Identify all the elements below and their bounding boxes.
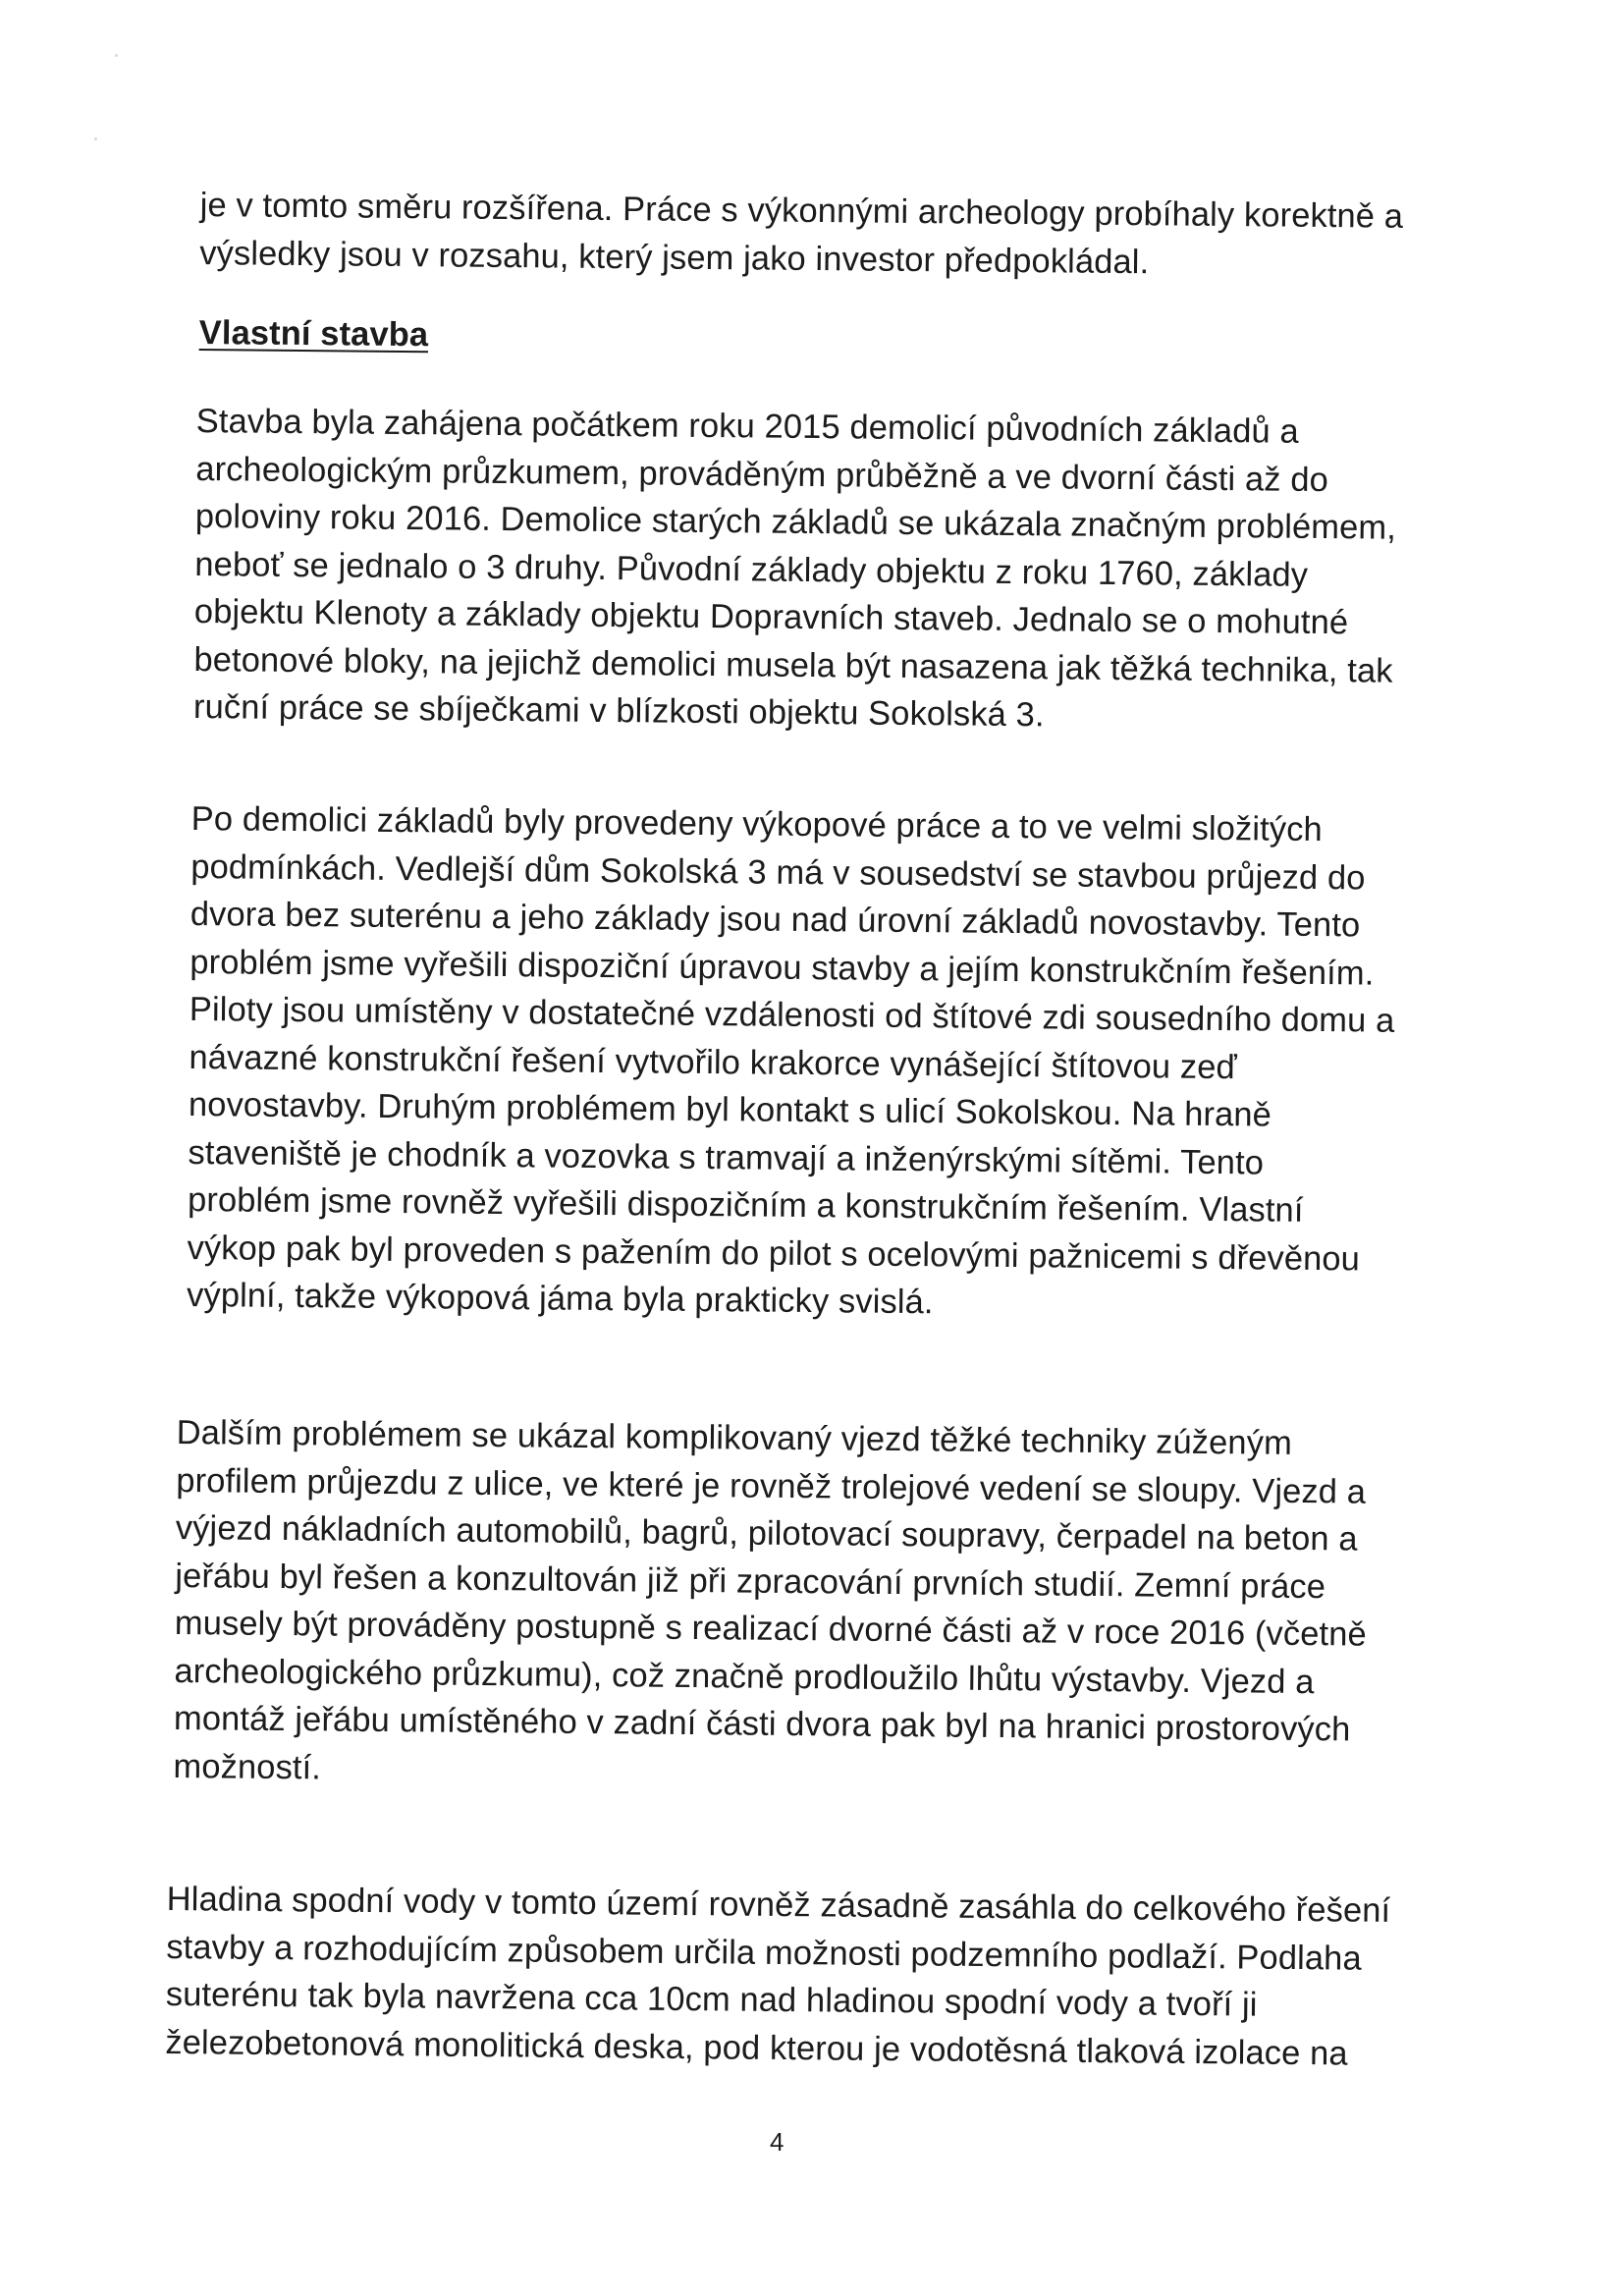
text-line: archeologického průzkumu), což značně prodloužilo lhůtu výstavby. Vjezd a xyxy=(174,1652,1315,1701)
text-line: jeřábu byl řešen a konzultován již při zpracování prvních studií. Zemní práce xyxy=(175,1557,1326,1606)
text-line: problém jsme rovněž vyřešili dispozičním a konstrukčním řešením. Vlastní xyxy=(187,1180,1304,1230)
text-line: návazné konstrukční řešení vytvořilo krakorce vynášející štítovou zeď xyxy=(189,1038,1237,1086)
text-line: musely být prováděny postupně s realizací dvorné části až v roce 2016 (včetně xyxy=(174,1604,1367,1654)
page-number: 4 xyxy=(770,2127,784,2157)
text-line: montáž jeřábu umístěného v zadní části dvora pak byl na hranici prostorových xyxy=(173,1699,1351,1749)
text-line: neboť se jednalo o 3 druhy. Původní základy objektu z roku 1760, základy xyxy=(194,545,1309,594)
text-line: výkop pak byl proveden s pažením do pilot s ocelovými pažnicemi s dřevěnou xyxy=(187,1229,1361,1278)
text-line: poloviny roku 2016. Demolice starých základů se ukázala značným problémem, xyxy=(194,497,1397,547)
text-line: podmínkách. Vedlejší dům Sokolská 3 má v sousedství se stavbou průjezd do xyxy=(190,847,1366,897)
text-line: Po demolici základů byly provedeny výkopové práce a to ve velmi složitých xyxy=(190,799,1324,849)
text-line: Dalším problémem se ukázal komplikovaný vjezd těžké techniky zúženým xyxy=(176,1413,1293,1462)
text-line: problém jsme vyřešili dispoziční úpravou stavby a jejím konstrukčním řešením. xyxy=(189,943,1375,993)
text-line: železobetonová monolitická deska, pod kterou je vodotěsná tlaková izolace na xyxy=(165,2023,1348,2073)
text-line: dvora bez suterénu a jeho základy jsou nad úrovní základů novostavby. Tento xyxy=(189,895,1361,945)
paragraph xyxy=(187,795,1429,1332)
text-line: archeologickým průzkumem, prováděným průběžně a ve dvorní části až do xyxy=(195,450,1329,499)
paragraph xyxy=(193,398,1434,743)
scan-speck xyxy=(94,137,97,140)
text-line: betonové bloky, na jejichž demolici musela být nasazena jak těžká technika, tak xyxy=(193,640,1393,690)
text-line: profilem průjezdu z ulice, ve které je rovněž trolejové vedení se sloupy. Vjezd a xyxy=(176,1461,1367,1511)
text-line: možností. xyxy=(173,1747,322,1786)
text-line: je v tomto směru rozšířena. Práce s výkonnými archeology probíhaly korektně a xyxy=(199,186,1404,236)
text-line: výplní, takže výkopová jáma byla prakticky svislá. xyxy=(186,1276,934,1322)
section-heading: Vlastní stavba xyxy=(198,313,429,355)
text-line: objektu Klenoty a základy objektu Dopravních staveb. Jednalo se o mohutné xyxy=(193,592,1349,642)
intro-text xyxy=(199,182,1437,289)
text-line: Piloty jsou umístěny v dostatečné vzdálenosti od štítové zdi sousedního domu a xyxy=(189,990,1395,1040)
text-line: výjezd nákladních automobilů, bagrů, pilotovací soupravy, čerpadel na beton a xyxy=(175,1508,1358,1558)
scan-speck xyxy=(115,54,118,57)
text-line: staveniště je chodník a vozovka s tramvají a inženýrskými sítěmi. Tento xyxy=(188,1133,1265,1181)
text-line: Stavba byla zahájena počátkem roku 2015 demolicí původních základů a xyxy=(195,402,1299,451)
text-line: výsledky jsou v rozsahu, který jsem jako investor předpokládal. xyxy=(199,234,1150,281)
text-line: suterénu tak byla navržena cca 10cm nad hladinou spodní vody a tvoří ji xyxy=(165,1975,1258,2024)
paragraph xyxy=(165,1876,1404,2078)
paragraph xyxy=(173,1409,1414,1802)
text-line: Hladina spodní vody v tomto území rovněž zásadně zasáhla do celkového řešení xyxy=(166,1880,1391,1930)
text-line: stavby a rozhodujícím způsobem určila možnosti podzemního podlaží. Podlaha xyxy=(166,1928,1362,1978)
text-line: novostavby. Druhým problémem byl kontakt s ulicí Sokolskou. Na hraně xyxy=(188,1085,1272,1134)
text-line: ruční práce se sbíječkami v blízkosti objektu Sokolská 3. xyxy=(192,687,1045,735)
section-heading-block xyxy=(199,309,1436,369)
